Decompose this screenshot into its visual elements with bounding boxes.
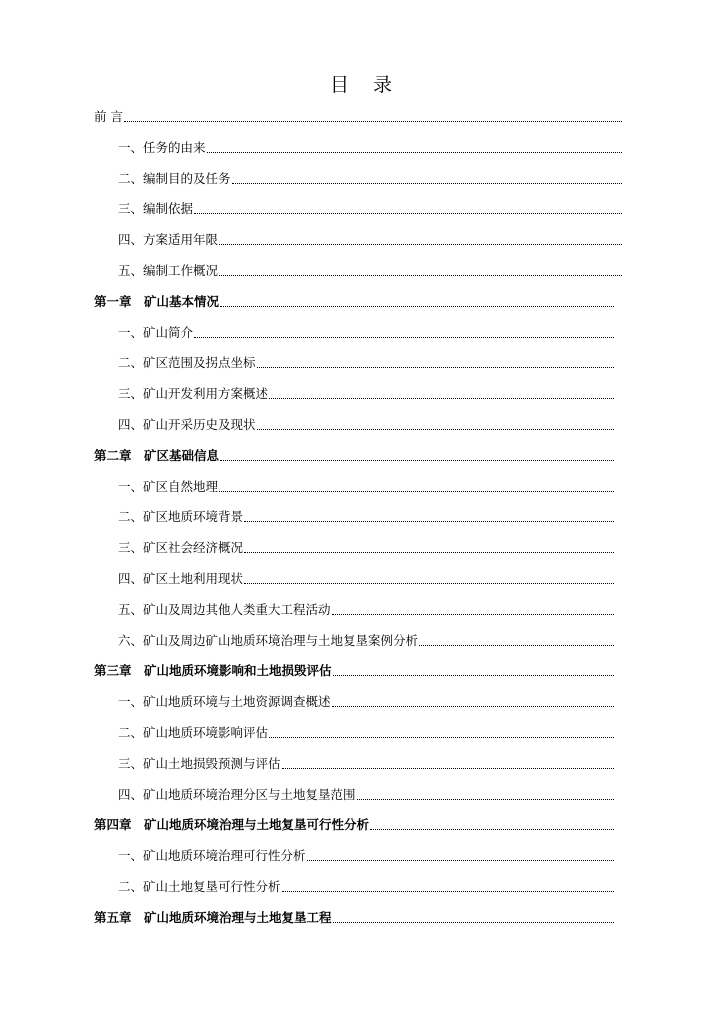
- dot-leader: [269, 737, 614, 738]
- toc-subsection-entry[interactable]: [118, 138, 622, 158]
- toc-subsection-entry[interactable]: [118, 384, 614, 404]
- dot-leader: [244, 521, 614, 522]
- toc-entry-label: 第四章 矿山地质环境治理与土地复垦可行性分析: [94, 817, 370, 832]
- toc-subsection-entry[interactable]: [118, 538, 614, 558]
- toc-entry-label: 四、矿山开采历史及现状: [118, 417, 256, 432]
- title-char-1: 目: [329, 74, 351, 96]
- dot-leader: [220, 306, 614, 307]
- toc-subsection-entry[interactable]: [118, 723, 614, 743]
- toc-subsection-entry[interactable]: [118, 846, 614, 866]
- dot-leader: [307, 860, 614, 861]
- dot-leader: [219, 244, 622, 245]
- toc-entry-label: 五、矿山及周边其他人类重大工程活动: [118, 602, 331, 617]
- dot-leader: [232, 183, 622, 184]
- toc-chapter-entry[interactable]: [94, 446, 614, 466]
- toc-entry-label: 一、矿山简介: [118, 325, 194, 340]
- toc-subsection-entry[interactable]: [118, 754, 614, 774]
- toc-entry-label: 一、任务的由来: [118, 140, 206, 155]
- toc-entry-label: 二、矿山土地复垦可行性分析: [118, 879, 281, 894]
- toc-chapter-entry[interactable]: [94, 815, 614, 835]
- toc-entry-label: 四、矿山地质环境治理分区与土地复垦范围: [118, 787, 356, 802]
- toc-entry-label: 第五章 矿山地质环境治理与土地复垦工程: [94, 910, 332, 925]
- toc-entry-label: 三、矿山土地损毁预测与评估: [118, 756, 281, 771]
- dot-leader: [194, 337, 614, 338]
- toc-entry-label: 二、编制目的及任务: [118, 171, 231, 186]
- toc-chapter-entry[interactable]: [94, 292, 614, 312]
- toc-entry-label: 五、编制工作概况: [118, 263, 219, 278]
- dot-leader: [370, 829, 614, 830]
- toc-chapter-entry[interactable]: [94, 661, 614, 681]
- toc-entry-label: 二、矿区范围及拐点坐标: [118, 355, 256, 370]
- dot-leader: [219, 275, 622, 276]
- dot-leader: [282, 891, 614, 892]
- toc-subsection-entry[interactable]: [118, 631, 614, 651]
- toc-entry-label: 一、矿山地质环境治理可行性分析: [118, 848, 306, 863]
- toc-subsection-entry[interactable]: [118, 230, 622, 250]
- dot-leader: [219, 491, 614, 492]
- dot-leader: [332, 614, 614, 615]
- dot-leader: [257, 429, 614, 430]
- toc-entry-label: 第二章 矿区基础信息: [94, 448, 220, 463]
- toc-entry-label: 第一章 矿山基本情况: [94, 294, 220, 309]
- dot-leader: [124, 121, 622, 122]
- toc-subsection-entry[interactable]: [118, 600, 614, 620]
- dot-leader: [333, 922, 614, 923]
- toc-subsection-entry[interactable]: [118, 785, 614, 805]
- toc-entry-label: 二、矿山地质环境影响评估: [118, 725, 269, 740]
- toc-subsection-entry[interactable]: [118, 199, 622, 219]
- toc-subsection-entry[interactable]: [118, 477, 614, 497]
- dot-leader: [332, 706, 614, 707]
- dot-leader: [244, 552, 614, 553]
- toc-subsection-entry[interactable]: [118, 692, 614, 712]
- toc-subsection-entry[interactable]: [118, 507, 614, 527]
- toc-entry-label: 三、编制依据: [118, 201, 194, 216]
- dot-leader: [333, 675, 614, 676]
- toc-entry-label: 二、矿区地质环境背景: [118, 509, 244, 524]
- toc-entry-label: 三、矿山开发利用方案概述: [118, 386, 269, 401]
- toc-subsection-entry[interactable]: [118, 323, 614, 343]
- toc-entry-label: 前 言: [94, 109, 123, 124]
- toc-subsection-entry[interactable]: [118, 169, 622, 189]
- toc-entry-label: 四、矿区土地利用现状: [118, 571, 244, 586]
- dot-leader: [282, 768, 614, 769]
- dot-leader: [244, 583, 614, 584]
- toc-entry-label: 第三章 矿山地质环境影响和土地损毁评估: [94, 663, 332, 678]
- dot-leader: [220, 460, 614, 461]
- dot-leader: [269, 398, 614, 399]
- toc-entry-label: 六、矿山及周边矿山地质环境治理与土地复垦案例分析: [118, 633, 419, 648]
- toc-entry-label: 四、方案适用年限: [118, 232, 219, 247]
- toc-entry-label: 三、矿区社会经济概况: [118, 540, 244, 555]
- toc-chapter-entry[interactable]: [94, 908, 614, 928]
- toc-section-entry[interactable]: [94, 107, 622, 127]
- toc-subsection-entry[interactable]: [118, 877, 614, 897]
- dot-leader: [257, 367, 614, 368]
- toc-entry-label: 一、矿区自然地理: [118, 479, 219, 494]
- toc-entry-label: 一、矿山地质环境与土地资源调查概述: [118, 694, 331, 709]
- dot-leader: [207, 152, 622, 153]
- toc-subsection-entry[interactable]: [118, 353, 614, 373]
- dot-leader: [419, 645, 614, 646]
- toc-subsection-entry[interactable]: [118, 569, 614, 589]
- dot-leader: [357, 799, 614, 800]
- title-char-2: 录: [373, 74, 395, 96]
- toc-subsection-entry[interactable]: [118, 415, 614, 435]
- dot-leader: [194, 213, 622, 214]
- toc-subsection-entry[interactable]: [118, 261, 622, 281]
